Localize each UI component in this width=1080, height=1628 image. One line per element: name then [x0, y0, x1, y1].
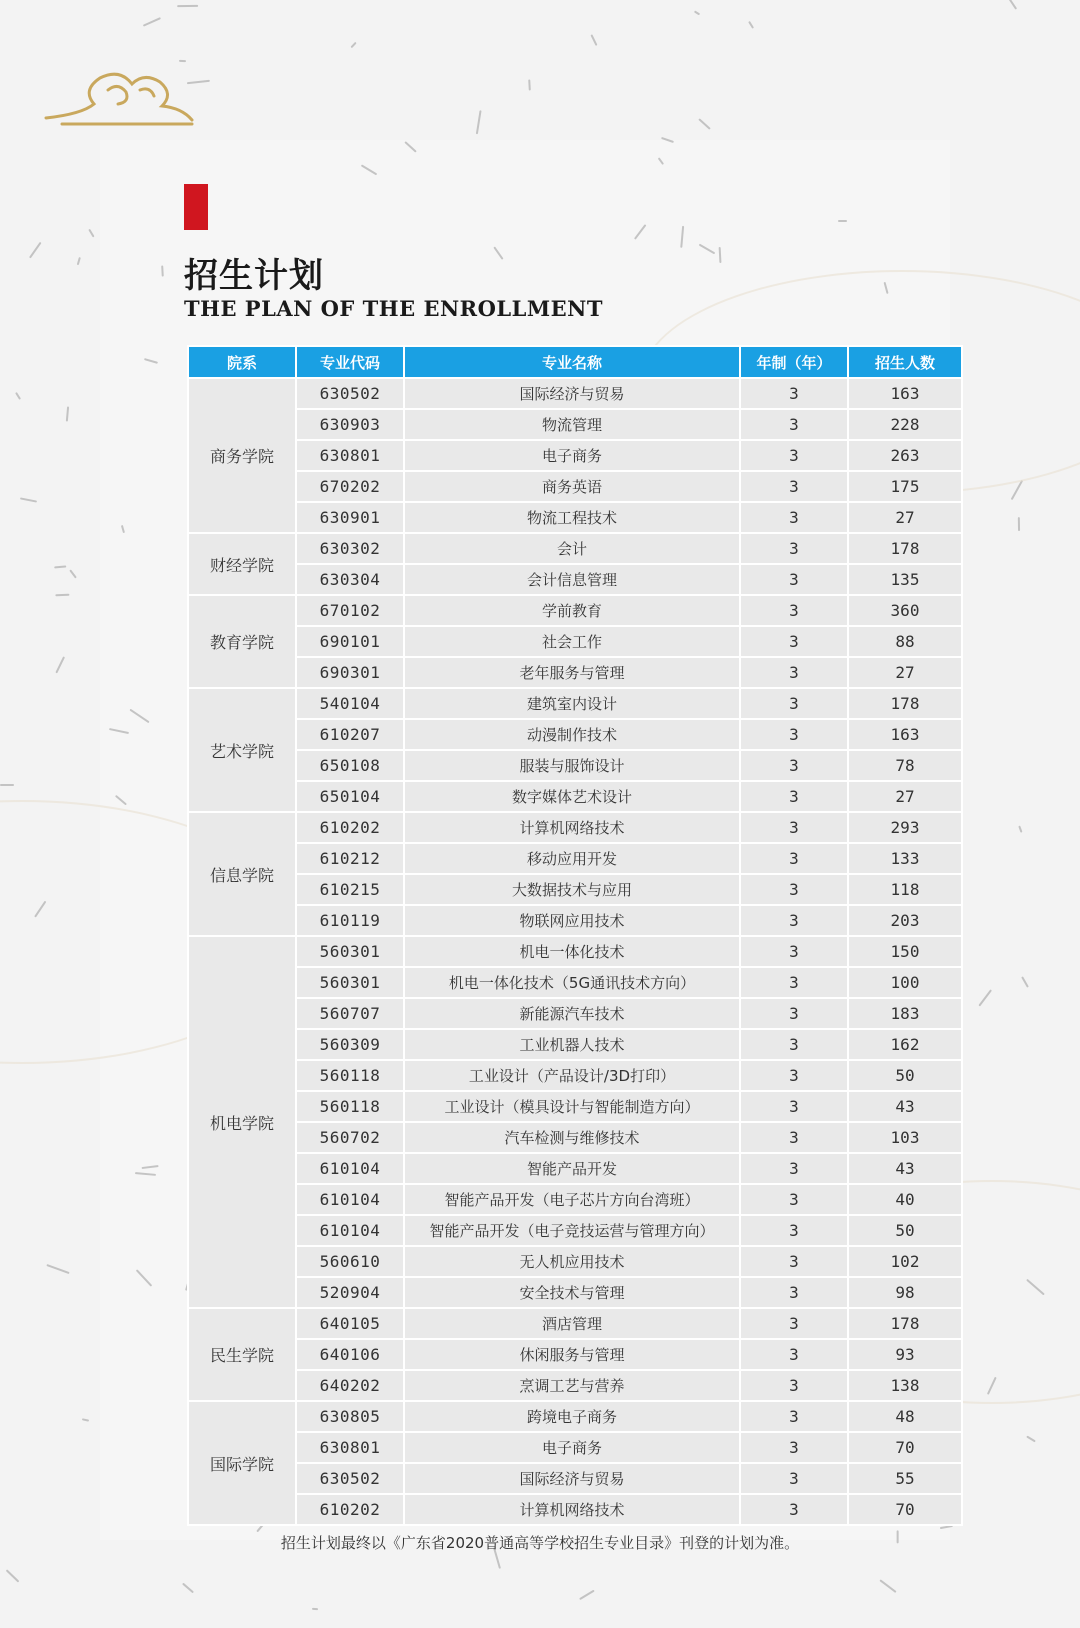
department-cell: 国际学院	[188, 1401, 296, 1525]
years-cell: 3	[740, 1215, 848, 1246]
major-code-cell: 640105	[296, 1308, 404, 1339]
major-name-cell: 会计信息管理	[404, 564, 740, 595]
table-row	[188, 750, 962, 781]
paper-fleck	[20, 497, 37, 502]
department-cell: 财经学院	[188, 533, 296, 595]
major-name-cell: 物联网应用技术	[404, 905, 740, 936]
table-row	[188, 1277, 962, 1308]
table-row	[188, 1463, 962, 1494]
major-name-cell: 移动应用开发	[404, 843, 740, 874]
department-cell: 民生学院	[188, 1308, 296, 1401]
table-row	[188, 471, 962, 502]
paper-fleck	[528, 79, 531, 90]
years-cell: 3	[740, 905, 848, 936]
header-department: 院系	[188, 346, 296, 378]
years-cell: 3	[740, 626, 848, 657]
years-cell: 3	[740, 1463, 848, 1494]
years-cell: 3	[740, 440, 848, 471]
table-row	[188, 1432, 962, 1463]
enrollment-count-cell: 98	[848, 1277, 962, 1308]
paper-fleck	[838, 220, 847, 222]
major-name-cell: 智能产品开发	[404, 1153, 740, 1184]
table-row	[188, 967, 962, 998]
paper-fleck	[698, 119, 710, 131]
major-name-cell: 机电一体化技术（5G通讯技术方向）	[404, 967, 740, 998]
major-name-cell: 烹调工艺与营养	[404, 1370, 740, 1401]
major-name-cell: 数字媒体艺术设计	[404, 781, 740, 812]
enrollment-count-cell: 175	[848, 471, 962, 502]
years-cell: 3	[740, 781, 848, 812]
paper-fleck	[1021, 976, 1029, 987]
major-code-cell: 650108	[296, 750, 404, 781]
table-row	[188, 626, 962, 657]
years-cell: 3	[740, 719, 848, 750]
major-code-cell: 640202	[296, 1370, 404, 1401]
enrollment-count-cell: 178	[848, 688, 962, 719]
paper-fleck	[15, 392, 21, 400]
paper-fleck	[880, 1579, 897, 1592]
enrollment-count-cell: 162	[848, 1029, 962, 1060]
enrollment-count-cell: 27	[848, 657, 962, 688]
table-row	[188, 657, 962, 688]
department-cell: 机电学院	[188, 936, 296, 1308]
table-header-row	[188, 346, 962, 378]
enrollment-count-cell: 293	[848, 812, 962, 843]
major-name-cell: 学前教育	[404, 595, 740, 626]
major-code-cell: 650104	[296, 781, 404, 812]
major-name-cell: 电子商务	[404, 1432, 740, 1463]
major-name-cell: 物流管理	[404, 409, 740, 440]
major-name-cell: 工业机器人技术	[404, 1029, 740, 1060]
enrollment-count-cell: 93	[848, 1339, 962, 1370]
table-row	[188, 936, 962, 967]
header-major-code: 专业代码	[296, 346, 404, 378]
years-cell: 3	[740, 1494, 848, 1525]
major-name-cell: 国际经济与贸易	[404, 1463, 740, 1494]
major-code-cell: 630801	[296, 440, 404, 471]
major-name-cell: 会计	[404, 533, 740, 564]
table-row	[188, 1494, 962, 1525]
table-row	[188, 719, 962, 750]
enrollment-count-cell: 138	[848, 1370, 962, 1401]
major-code-cell: 610212	[296, 843, 404, 874]
enrollment-count-cell: 43	[848, 1153, 962, 1184]
major-name-cell: 智能产品开发（电子芯片方向台湾班）	[404, 1184, 740, 1215]
years-cell: 3	[740, 688, 848, 719]
years-cell: 3	[740, 1370, 848, 1401]
major-code-cell: 630901	[296, 502, 404, 533]
paper-fleck	[6, 1570, 20, 1583]
years-cell: 3	[740, 409, 848, 440]
major-code-cell: 630302	[296, 533, 404, 564]
paper-fleck	[312, 1607, 318, 1609]
table-row	[188, 1184, 962, 1215]
table-row	[188, 1029, 962, 1060]
major-name-cell: 服装与服饰设计	[404, 750, 740, 781]
years-cell: 3	[740, 1060, 848, 1091]
enrollment-count-cell: 183	[848, 998, 962, 1029]
major-code-cell: 610202	[296, 1494, 404, 1525]
enrollment-count-cell: 263	[848, 440, 962, 471]
major-code-cell: 670102	[296, 595, 404, 626]
years-cell: 3	[740, 1432, 848, 1463]
years-cell: 3	[740, 874, 848, 905]
years-cell: 3	[740, 1122, 848, 1153]
major-code-cell: 560118	[296, 1091, 404, 1122]
department-cell: 商务学院	[188, 378, 296, 533]
years-cell: 3	[740, 1184, 848, 1215]
enrollment-count-cell: 100	[848, 967, 962, 998]
paper-fleck	[69, 569, 77, 578]
enrollment-count-cell: 360	[848, 595, 962, 626]
header-major-name: 专业名称	[404, 346, 740, 378]
major-code-cell: 690101	[296, 626, 404, 657]
table-row	[188, 533, 962, 564]
years-cell: 3	[740, 1339, 848, 1370]
major-name-cell: 计算机网络技术	[404, 1494, 740, 1525]
major-code-cell: 630502	[296, 378, 404, 409]
department-cell: 教育学院	[188, 595, 296, 688]
paper-fleck	[590, 34, 597, 45]
major-name-cell: 建筑室内设计	[404, 688, 740, 719]
enrollment-count-cell: 27	[848, 502, 962, 533]
paper-fleck	[82, 1418, 90, 1422]
paper-fleck	[54, 566, 66, 569]
years-cell: 3	[740, 564, 848, 595]
years-cell: 3	[740, 1246, 848, 1277]
major-code-cell: 630805	[296, 1401, 404, 1432]
major-code-cell: 560301	[296, 936, 404, 967]
major-code-cell: 540104	[296, 688, 404, 719]
paper-fleck	[694, 11, 700, 16]
footnote: 招生计划最终以《广东省2020普通高等学校招生专业目录》刊登的计划为准。	[280, 1534, 800, 1552]
table-row	[188, 595, 962, 626]
table-row	[188, 1308, 962, 1339]
major-name-cell: 社会工作	[404, 626, 740, 657]
major-name-cell: 机电一体化技术	[404, 936, 740, 967]
major-name-cell: 物流工程技术	[404, 502, 740, 533]
years-cell: 3	[740, 998, 848, 1029]
paper-fleck	[29, 241, 41, 257]
major-name-cell: 工业设计（模具设计与智能制造方向）	[404, 1091, 740, 1122]
major-code-cell: 560702	[296, 1122, 404, 1153]
enrollment-count-cell: 88	[848, 626, 962, 657]
paper-fleck	[476, 111, 482, 135]
table-row	[188, 1370, 962, 1401]
header-enrollment: 招生人数	[848, 346, 962, 378]
paper-fleck	[1018, 517, 1020, 531]
title-accent-bar	[184, 184, 208, 230]
table-row	[188, 378, 962, 409]
table-row	[188, 1215, 962, 1246]
years-cell: 3	[740, 657, 848, 688]
table-row	[188, 688, 962, 719]
major-name-cell: 无人机应用技术	[404, 1246, 740, 1277]
major-code-cell: 610119	[296, 905, 404, 936]
major-name-cell: 酒店管理	[404, 1308, 740, 1339]
table-row	[188, 409, 962, 440]
major-code-cell: 630502	[296, 1463, 404, 1494]
paper-fleck	[1009, 0, 1017, 9]
table-row	[188, 1091, 962, 1122]
enrollment-count-cell: 135	[848, 564, 962, 595]
major-code-cell: 640106	[296, 1339, 404, 1370]
major-code-cell: 610104	[296, 1184, 404, 1215]
paper-fleck	[351, 42, 357, 49]
auspicious-cloud-icon	[42, 60, 202, 135]
enrollment-count-cell: 40	[848, 1184, 962, 1215]
department-cell: 艺术学院	[188, 688, 296, 812]
table-row	[188, 1122, 962, 1153]
table-row	[188, 1060, 962, 1091]
major-name-cell: 计算机网络技术	[404, 812, 740, 843]
enrollment-count-cell: 55	[848, 1463, 962, 1494]
enrollment-count-cell: 178	[848, 533, 962, 564]
table-row	[188, 564, 962, 595]
major-code-cell: 610104	[296, 1215, 404, 1246]
paper-fleck	[979, 989, 993, 1006]
years-cell: 3	[740, 533, 848, 564]
years-cell: 3	[740, 1277, 848, 1308]
major-code-cell: 610104	[296, 1153, 404, 1184]
major-name-cell: 智能产品开发（电子竞技运营与管理方向）	[404, 1215, 740, 1246]
years-cell: 3	[740, 471, 848, 502]
paper-fleck	[748, 20, 754, 28]
major-name-cell: 跨境电子商务	[404, 1401, 740, 1432]
major-code-cell: 520904	[296, 1277, 404, 1308]
years-cell: 3	[740, 1091, 848, 1122]
table-body	[188, 378, 962, 1525]
page-subtitle: THE PLAN OF THE ENROLLMENT	[184, 296, 603, 321]
major-code-cell: 630903	[296, 409, 404, 440]
paper-fleck	[579, 1589, 595, 1600]
enrollment-count-cell: 203	[848, 905, 962, 936]
major-code-cell: 560610	[296, 1246, 404, 1277]
enrollment-table	[187, 345, 963, 1526]
years-cell: 3	[740, 812, 848, 843]
major-name-cell: 工业设计（产品设计/3D打印）	[404, 1060, 740, 1091]
major-name-cell: 老年服务与管理	[404, 657, 740, 688]
enrollment-count-cell: 50	[848, 1215, 962, 1246]
table-row	[188, 1401, 962, 1432]
enrollment-count-cell: 103	[848, 1122, 962, 1153]
paper-fleck	[182, 1582, 194, 1593]
major-name-cell: 大数据技术与应用	[404, 874, 740, 905]
enrollment-count-cell: 133	[848, 843, 962, 874]
paper-fleck	[88, 228, 94, 236]
paper-fleck	[177, 5, 198, 7]
major-name-cell: 休闲服务与管理	[404, 1339, 740, 1370]
table-row	[188, 440, 962, 471]
enrollment-count-cell: 78	[848, 750, 962, 781]
enrollment-count-cell: 150	[848, 936, 962, 967]
years-cell: 3	[740, 502, 848, 533]
enrollment-count-cell: 70	[848, 1432, 962, 1463]
enrollment-count-cell: 178	[848, 1308, 962, 1339]
years-cell: 3	[740, 1401, 848, 1432]
header-years: 年制（年）	[740, 346, 848, 378]
enrollment-count-cell: 50	[848, 1060, 962, 1091]
enrollment-count-cell: 163	[848, 719, 962, 750]
paper-fleck	[1018, 826, 1022, 833]
paper-fleck	[1026, 1436, 1036, 1443]
major-code-cell: 610207	[296, 719, 404, 750]
years-cell: 3	[740, 1153, 848, 1184]
major-code-cell: 610215	[296, 874, 404, 905]
major-code-cell: 630304	[296, 564, 404, 595]
page-title: 招生计划	[184, 256, 324, 296]
major-name-cell: 商务英语	[404, 471, 740, 502]
paper-fleck	[77, 257, 81, 265]
major-code-cell: 690301	[296, 657, 404, 688]
paper-fleck	[55, 656, 65, 673]
major-code-cell: 610202	[296, 812, 404, 843]
major-name-cell: 电子商务	[404, 440, 740, 471]
years-cell: 3	[740, 843, 848, 874]
enrollment-count-cell: 27	[848, 781, 962, 812]
enrollment-count-cell: 163	[848, 378, 962, 409]
major-name-cell: 国际经济与贸易	[404, 378, 740, 409]
enrollment-count-cell: 118	[848, 874, 962, 905]
table-row	[188, 998, 962, 1029]
major-code-cell: 560118	[296, 1060, 404, 1091]
table-row	[188, 502, 962, 533]
table-row	[188, 843, 962, 874]
table-row	[188, 1339, 962, 1370]
years-cell: 3	[740, 967, 848, 998]
major-code-cell: 560309	[296, 1029, 404, 1060]
years-cell: 3	[740, 595, 848, 626]
enrollment-count-cell: 48	[848, 1401, 962, 1432]
table-row	[188, 1246, 962, 1277]
table-row	[188, 874, 962, 905]
major-code-cell: 630801	[296, 1432, 404, 1463]
major-name-cell: 安全技术与管理	[404, 1277, 740, 1308]
years-cell: 3	[740, 750, 848, 781]
table-row	[188, 781, 962, 812]
paper-fleck	[46, 1264, 69, 1274]
enrollment-count-cell: 102	[848, 1246, 962, 1277]
years-cell: 3	[740, 936, 848, 967]
major-code-cell: 560707	[296, 998, 404, 1029]
major-code-cell: 560301	[296, 967, 404, 998]
years-cell: 3	[740, 1029, 848, 1060]
major-code-cell: 670202	[296, 471, 404, 502]
enrollment-count-cell: 228	[848, 409, 962, 440]
table-row	[188, 1153, 962, 1184]
years-cell: 3	[740, 378, 848, 409]
major-name-cell: 汽车检测与维修技术	[404, 1122, 740, 1153]
paper-fleck	[55, 594, 69, 597]
paper-fleck	[66, 407, 69, 422]
enrollment-count-cell: 70	[848, 1494, 962, 1525]
table-row	[188, 905, 962, 936]
major-name-cell: 新能源汽车技术	[404, 998, 740, 1029]
major-name-cell: 动漫制作技术	[404, 719, 740, 750]
table-row	[188, 812, 962, 843]
enrollment-count-cell: 43	[848, 1091, 962, 1122]
paper-fleck	[142, 17, 161, 27]
department-cell: 信息学院	[188, 812, 296, 936]
years-cell: 3	[740, 1308, 848, 1339]
paper-fleck	[0, 784, 14, 786]
